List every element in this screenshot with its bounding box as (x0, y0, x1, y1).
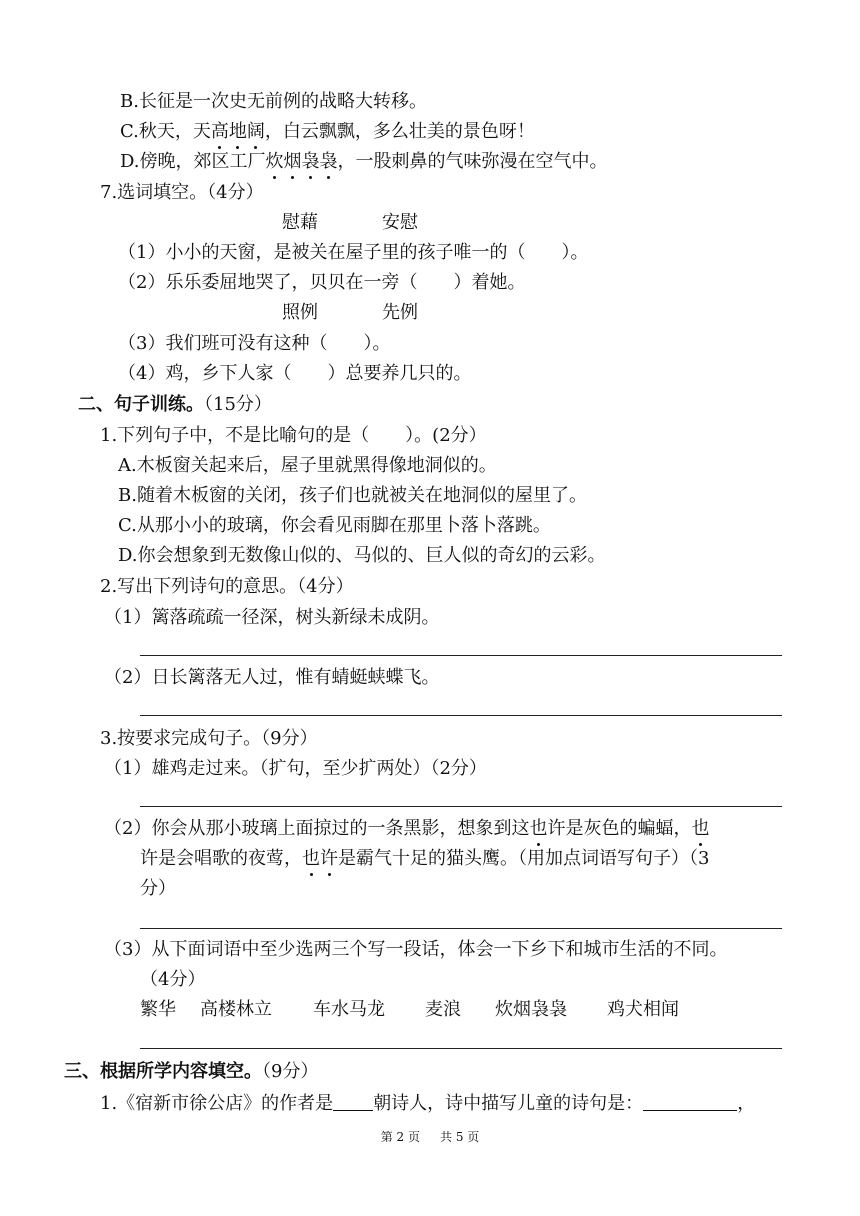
page-total: 共 5 页 (440, 1130, 480, 1144)
answer-line[interactable] (140, 806, 782, 807)
word-bank-item: 繁华 (140, 999, 176, 1020)
q7-word-option: 照例 (282, 302, 318, 323)
s2-q3-item-3-line-1: （3）从下面词语中至少选两三个写一段话，体会一下乡下和城市生活的不同。 (104, 939, 728, 960)
s3-q1: 1.《宿新市徐公店》的作者是 朝诗人，诗中描写儿童的诗句是： ， (100, 1093, 756, 1114)
dotted-char: 炊 (265, 151, 284, 172)
s2-q1-option-b: B.随着木板窗的关闭，孩子们也就被关在地洞似的屋里了。 (118, 485, 587, 506)
q7-item-4: （4）鸡，乡下人家（ ）总要养几只的。 (118, 363, 472, 384)
q7-item-2: （2）乐乐委屈地哭了，贝贝在一旁（ ）着她。 (118, 272, 526, 293)
q7-title: 7.选词填空。（4分） (100, 182, 264, 203)
dotted-char: 高 (210, 121, 229, 142)
q7-word-option: 慰藉 (282, 212, 318, 233)
dotted-char: 也 (691, 818, 710, 839)
answer-line[interactable] (140, 1048, 782, 1049)
page-footer (0, 1128, 860, 1145)
dotted-char: 许 (320, 848, 338, 869)
s2-q3-item-2-line-1: （2）你会从那小玻璃上面掠过的一条黑影，想象到这也许是灰色的蝙蝠，也 (104, 818, 710, 839)
word-bank (140, 998, 679, 1022)
word-bank-item: 车水马龙 (313, 999, 385, 1020)
dotted-char: 也 (302, 848, 320, 869)
s2-q3-item-1: （1）雄鸡走过来。（扩句，至少扩两处）（2分） (104, 758, 487, 779)
s2-q2-title: 2.写出下列诗句的意思。（4分） (100, 576, 354, 597)
dotted-char: 袅 (319, 151, 338, 172)
answer-line[interactable] (140, 655, 782, 656)
s2-q1-option-c: C.从那小小的玻璃，你会看见雨脚在那里卜落卜落跳。 (118, 515, 551, 536)
s2-q3-item-2-line-2: 许是会唱歌的夜莺，也许是霸气十足的猫头鹰。（用加点词语写句子）（3 (140, 848, 710, 869)
word-bank-item: 麦浪 (425, 999, 461, 1020)
q7-item-1: （1）小小的天窗，是被关在屋子里的孩子唯一的（ ）。 (118, 242, 589, 263)
q6-option-b: B.长征是一次史无前例的战略大转移。 (120, 91, 427, 112)
s2-q3-title: 3.按要求完成句子。（9分） (100, 728, 318, 749)
fill-blank[interactable] (333, 1092, 373, 1111)
dotted-char: 阔 (246, 121, 265, 142)
s2-q2-item-2: （2）日长篱落无人过，惟有蜻蜓蛱蝶飞。 (104, 667, 440, 688)
section-3-heading: 三、根据所学内容填空。（9分） (64, 1061, 319, 1082)
q7-word-option: 安慰 (382, 212, 418, 233)
q6-option-d: D.傍晚，郊区工厂炊烟袅袅，一股刺鼻的气味弥漫在空气中。 (120, 151, 608, 172)
s2-q2-item-1: （1）篱落疏疏一径深，树头新绿未成阴。 (104, 607, 440, 628)
s2-q3-item-3-line-2: （4分） (140, 969, 206, 990)
answer-line[interactable] (140, 715, 782, 716)
s2-q1-option-a: A.木板窗关起来后，屋子里就黑得像地洞似的。 (118, 455, 497, 476)
q7-item-3: （3）我们班可没有这种（ ）。 (118, 333, 391, 354)
dotted-char: 地 (228, 121, 247, 142)
q6-option-c: C.秋天，天高地阔，白云飘飘，多么壮美的景色呀！ (120, 121, 535, 142)
word-bank-item: 高楼林立 (200, 999, 272, 1020)
word-bank-item: 炊烟袅袅 (495, 999, 567, 1020)
dotted-char: 烟 (283, 151, 302, 172)
page-number: 第 2 页 (380, 1130, 420, 1144)
s2-q1-option-d: D.你会想象到无数像山似的、马似的、巨人似的奇幻的云彩。 (118, 545, 606, 566)
answer-line[interactable] (140, 928, 782, 929)
s2-q1-title: 1.下列句子中，不是比喻句的是（ ）。(2分） (100, 425, 487, 446)
word-bank-item: 鸡犬相闻 (607, 999, 679, 1020)
dotted-char: 袅 (301, 151, 320, 172)
section-2-heading: 二、句子训练。（15分） (78, 394, 272, 415)
fill-blank[interactable] (643, 1092, 737, 1111)
s2-q3-item-2-line-3: 分） (140, 878, 176, 899)
dotted-char: 也 (529, 818, 548, 839)
q7-word-option: 先例 (382, 302, 418, 323)
